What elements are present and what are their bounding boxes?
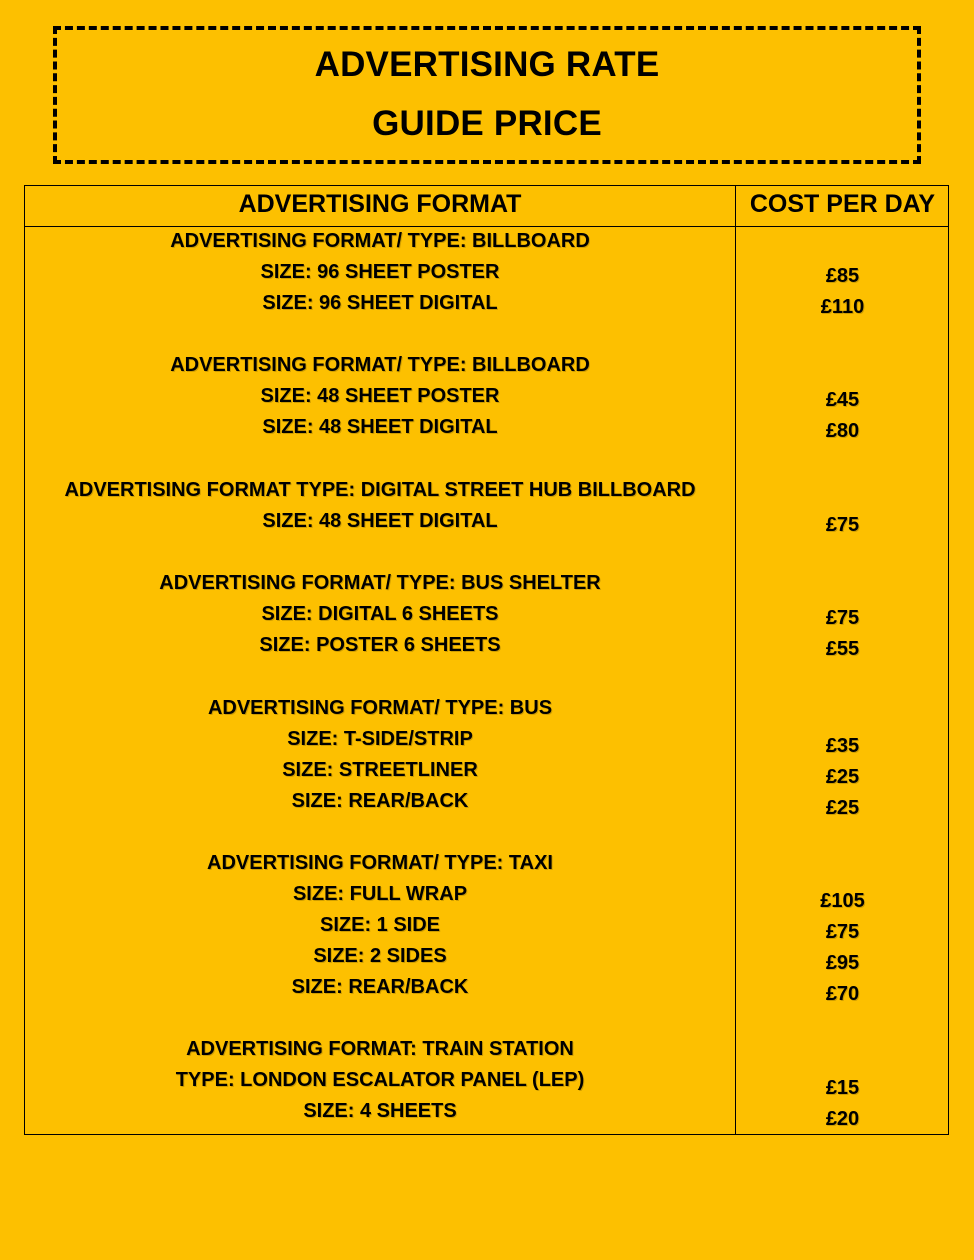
format-line: SIZE: T-SIDE/STRIP xyxy=(287,728,473,750)
format-line: ADVERTISING FORMAT: TRAIN STATION xyxy=(186,1038,574,1060)
format-line: ADVERTISING FORMAT/ TYPE: BILLBOARD xyxy=(170,354,590,376)
format-line: SIZE: DIGITAL 6 SHEETS xyxy=(261,603,499,625)
price-value: £25 xyxy=(825,797,860,819)
format-line: SIZE: 48 SHEET POSTER xyxy=(260,385,500,407)
price-value: £75 xyxy=(825,514,860,536)
format-line: SIZE: FULL WRAP xyxy=(292,883,468,905)
format-line: TYPE: LONDON ESCALATOR PANEL (LEP) xyxy=(175,1069,585,1091)
format-line: SIZE: 48 SHEET DIGITAL xyxy=(262,510,498,532)
format-line: ADVERTISING FORMAT/ TYPE: BUS SHELTER xyxy=(159,572,601,594)
price-value: £75 xyxy=(825,921,860,943)
price-value: £70 xyxy=(825,983,860,1005)
format-line: SIZE: 48 SHEET DIGITAL xyxy=(262,416,498,438)
price-value: £25 xyxy=(825,766,860,788)
price-value: £15 xyxy=(825,1077,860,1099)
price-value: £45 xyxy=(825,389,860,411)
price-value: £110 xyxy=(820,296,865,318)
format-line: ADVERTISING FORMAT/ TYPE: BILLBOARD xyxy=(170,230,590,252)
format-line: SIZE: 96 SHEET POSTER xyxy=(260,261,500,283)
format-line: SIZE: STREETLINER xyxy=(282,759,478,781)
header-divider xyxy=(25,226,948,227)
format-line: SIZE: POSTER 6 SHEETS xyxy=(259,634,501,656)
format-line: ADVERTISING FORMAT/ TYPE: TAXI xyxy=(207,852,553,874)
price-value: £80 xyxy=(825,420,860,442)
price-value: £85 xyxy=(825,265,860,287)
header-advertising-format: ADVERTISING FORMAT xyxy=(238,190,522,218)
price-value: £95 xyxy=(825,952,860,974)
format-line: SIZE: 4 SHEETS xyxy=(303,1100,457,1122)
price-value: £105 xyxy=(820,890,865,912)
format-line: SIZE: REAR/BACK xyxy=(291,976,469,998)
price-value: £55 xyxy=(825,638,860,660)
format-line: ADVERTISING FORMAT TYPE: DIGITAL STREET HUB BILLBOARD xyxy=(64,479,696,501)
format-line: SIZE: REAR/BACK xyxy=(291,790,469,812)
format-line: SIZE: 2 SIDES xyxy=(313,945,447,967)
title-box xyxy=(53,26,921,164)
header-cost-per-day: COST PER DAY xyxy=(749,190,936,218)
format-line: SIZE: 96 SHEET DIGITAL xyxy=(262,292,498,314)
price-value: £20 xyxy=(825,1108,860,1130)
title-line-1: ADVERTISING RATE xyxy=(314,45,660,84)
format-line: ADVERTISING FORMAT/ TYPE: BUS xyxy=(207,697,553,719)
format-line: SIZE: 1 SIDE xyxy=(319,914,441,936)
rate-table xyxy=(24,185,949,1135)
price-value: £35 xyxy=(825,735,860,757)
title-line-2: GUIDE PRICE xyxy=(372,104,602,143)
price-value: £75 xyxy=(825,607,860,629)
